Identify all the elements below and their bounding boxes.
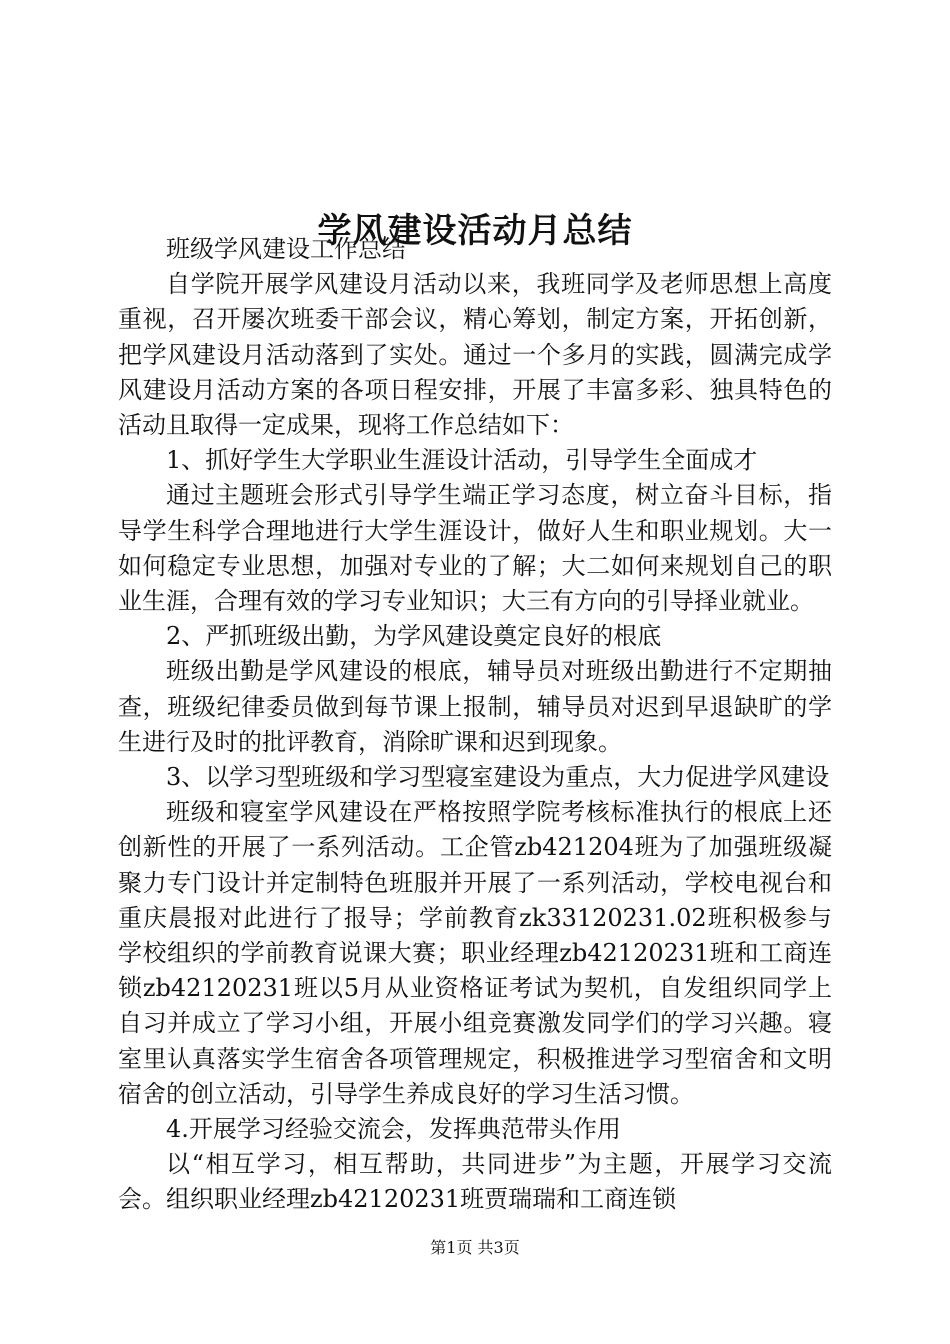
section-heading-class-summary: 班级学风建设工作总结 [166,235,406,263]
document-body [118,232,832,1218]
paragraph-intro: 自学院开展学风建设月活动以来，我班同学及老师思想上高度重视，召开屡次班委干部会议，精心筹划，制定方案，开拓创新，把学风建设月活动落到了实处。通过一个多月的实践，圆满完成学风建设月活动方案的各项日程安排，开展了丰富多彩、独具特色的活动且取得一定成果，现将工作总结如下： [118,270,832,440]
section-heading-1: 1、抓好学生大学职业生涯设计活动，引导学生全面成才 [166,446,758,475]
paragraph-section-2: 班级出勤是学风建设的根底，辅导员对班级出勤进行不定期抽查，班级纪律委员做到每节课上报制，辅导员对迟到早退缺旷的学生进行及时的批评教育，消除旷课和迟到现象。 [118,657,832,756]
section-heading-4: 4.开展学习经验交流会，发挥典范带头作用 [166,1115,621,1144]
section-heading-2: 2、严抓班级出勤，为学风建设奠定良好的根底 [166,622,662,651]
paragraph-section-1: 通过主题班会形式引导学生端正学习态度，树立奋斗目标，指导学生科学合理地进行大学生涯设计，做好人生和职业规划。大一如何稳定专业思想，加强对专业的了解；大二如何来规划自己的职业生涯，合理有效的学习专业知识；大三有方向的引导择业就业。 [118,481,832,616]
page-footer [0,1236,950,1260]
paragraph-section-4: 以“相互学习，相互帮助，共同进步”为主题，开展学习交流会。组织职业经理zb42120231班贾瑞瑞和工商连锁 [118,1150,832,1214]
paragraph-section-3: 班级和寝室学风建设在严格按照学院考核标准执行的根底上还创新性的开展了一系列活动。工企管zb421204班为了加强班级凝聚力专门设计并定制特色班服并开展了一系列活动，学校电视台和重庆晨报对此进行了报导；学前教育zk33120231.02班积极参与学校组织的学前教育说课大赛；职业经理zb42120231班和工商连锁zb42120231班以5月从业资格证考试为契机，自发组织同学上自习并成立了学习小组，开展小组竞赛激发同学们的学习兴趣。寝室里认真落实学生宿舍各项管理规定，积极推进学习型宿舍和文明宿舍的创立活动，引导学生养成良好的学习生活习惯。 [118,798,832,1108]
section-heading-3: 3、以学习型班级和学习型寝室建设为重点，大力促进学风建设 [166,763,830,792]
page-number: 第1页 共3页 [430,1238,520,1257]
document-title: 学风建设活动月总结 [317,210,633,251]
